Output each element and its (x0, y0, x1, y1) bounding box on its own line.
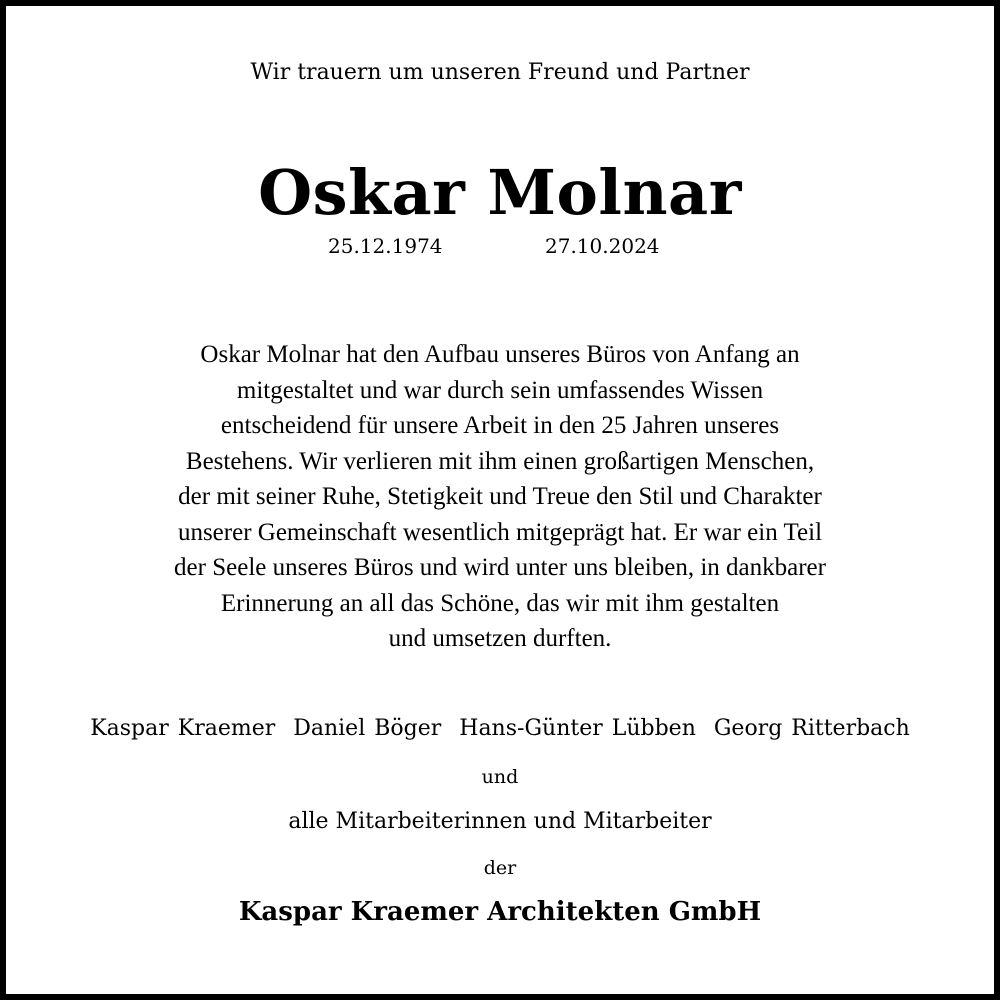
tribute-text (6, 337, 994, 657)
deceased-name: Oskar Molnar (258, 156, 742, 229)
tribute-line: der mit seiner Ruhe, Stetigkeit und Treue den Stil und Charakter (178, 483, 822, 510)
death-date: 27.10.2024 (545, 234, 660, 258)
life-dates (6, 234, 994, 264)
tribute-line: der Seele unseres Büros und wird unter uns bleiben, in dankbarer (174, 554, 826, 581)
staff-line: alle Mitarbeiterinnen und Mitarbeiter (288, 809, 712, 834)
mourner-names: Kaspar Kraemer Daniel Böger Hans-Günter Lübben Georg Ritterbach (90, 716, 910, 741)
tribute-line: Oskar Molnar hat den Aufbau unseres Büros von Anfang an (200, 341, 800, 368)
tribute-line: mitgestaltet und war durch sein umfassendes Wissen (236, 376, 764, 404)
tribute-line: entscheidend für unsere Arbeit in den 25 Jahren unseres (220, 412, 780, 439)
birth-date: 25.12.1974 (328, 234, 443, 258)
tribute-line: und umsetzen durften. (388, 625, 612, 652)
conjunction-text: und (481, 766, 519, 788)
intro-line: Wir trauern um unseren Freund und Partner (250, 60, 750, 85)
company-name: Kaspar Kraemer Architekten GmbH (238, 897, 762, 927)
tribute-line: unserer Gemeinschaft wesentlich mitgeprägt hat. Er war ein Teil (177, 518, 823, 546)
tribute-line: Bestehens. Wir verlieren mit ihm einen großartigen Menschen, (185, 447, 815, 475)
tribute-line: Erinnerung an all das Schöne, das wir mit ihm gestalten (220, 589, 780, 617)
preposition-text: der (483, 857, 517, 879)
